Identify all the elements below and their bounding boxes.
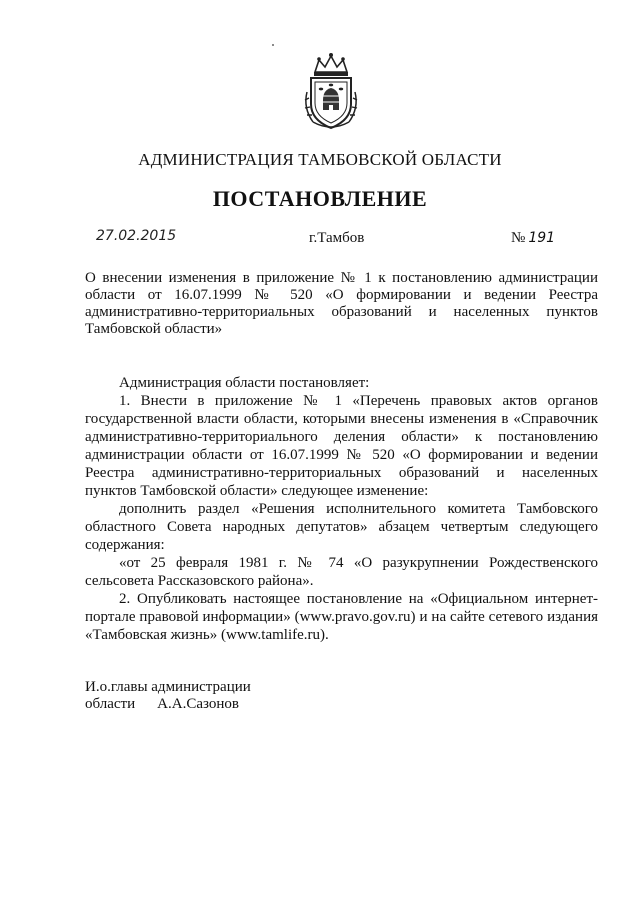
- signatory-line2: [85, 696, 251, 713]
- document-subject: О внесении изменения в приложение № 1 к постановлению администрации области от 16.07.1999 № 520 «О формировании и ведении Реестра административно-территориальных образований и населенных пунктов Тамбовской области»: [85, 270, 598, 337]
- handwritten-date: 27.02.2015: [96, 228, 177, 244]
- body-paragraph-item-2: 2. Опубликовать настоящее постановление на «Официальном интернет-портале правовой информации» (www.pravo.gov.ru) и на сайте сетевого издания «Тамбовская жизнь» (www.tamlife.ru).: [85, 591, 598, 643]
- scan-speck: [272, 44, 274, 46]
- agency-title: АДМИНИСТРАЦИЯ ТАМБОВСКОЙ ОБЛАСТИ: [138, 150, 502, 169]
- handwritten-number: 191: [528, 230, 556, 246]
- coat-of-arms-emblem: [301, 52, 361, 132]
- document-body: [85, 374, 598, 644]
- document-meta-row: [0, 226, 640, 250]
- body-paragraph-amendment: дополнить раздел «Решения исполнительного комитета Тамбовского областного Совета народных депутатов» абзацем четвертым следующего содержания:: [85, 501, 598, 553]
- body-paragraph-preamble: Администрация области постановляет:: [119, 375, 370, 391]
- document-type-title: ПОСТАНОВЛЕНИЕ: [212, 186, 428, 211]
- signatory-position-line2: области: [85, 696, 136, 712]
- signatory-name: А.А.Сазонов: [157, 696, 239, 712]
- number-sign: №: [511, 230, 526, 246]
- document-number: [511, 230, 555, 247]
- city-label: г.Тамбов: [309, 230, 365, 246]
- signatory-position-line1: И.о.главы администрации: [85, 679, 251, 695]
- body-paragraph-quote: «от 25 февраля 1981 г. № 74 «О разукрупнении Рождественского сельсовета Рассказовского района».: [85, 555, 598, 589]
- signature-block: [85, 679, 251, 713]
- body-paragraph-item-1: 1. Внести в приложение № 1 «Перечень правовых актов органов государственной власти области, которыми внесены изменения в «Справочник административно-территориального деления области» к постановлению администрации области от 16.07.1999 № 520 «О формировании и ведении Реестра административно-территориальных образований и населенных пунктов Тамбовской области» следующее изменение:: [85, 393, 598, 499]
